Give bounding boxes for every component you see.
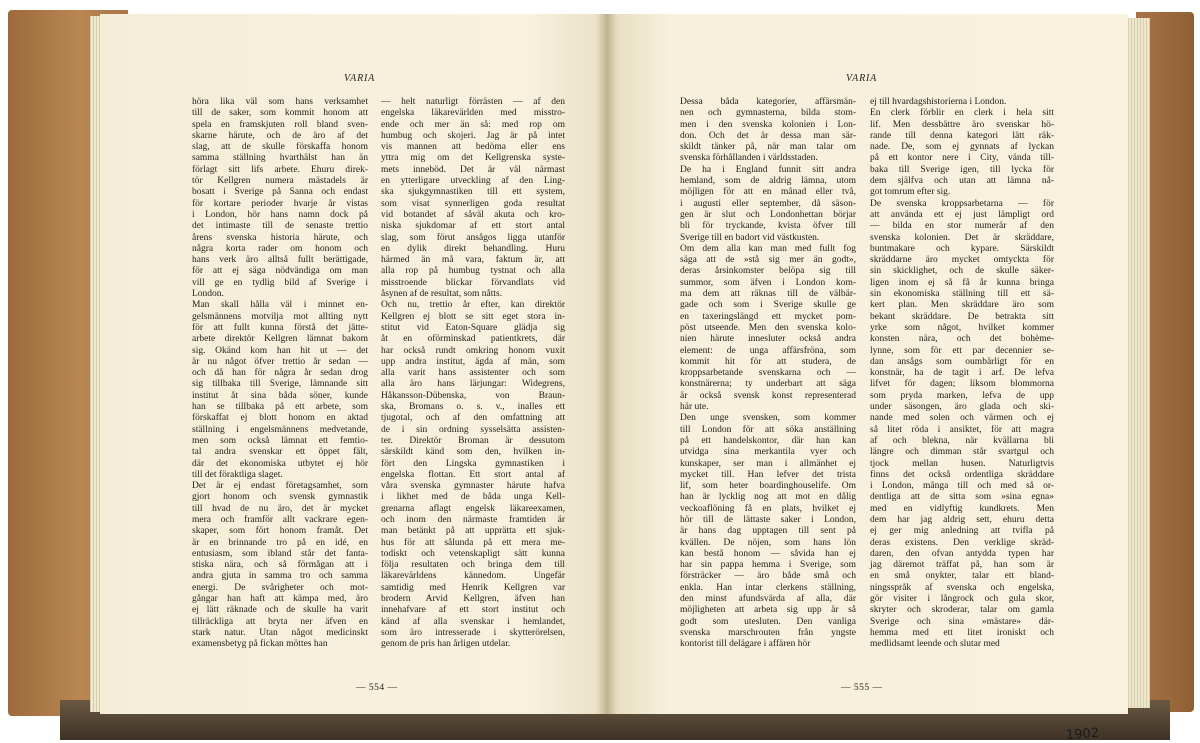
text-line: kan bestå honom — såvida han ej (680, 548, 856, 559)
text-line: grenarna aflagt engelsk läkareexamen, (381, 503, 565, 514)
text-line: säga att de »stå sig mer än godt», (680, 255, 856, 266)
text-line: jag däremot träffat på, han som är (870, 560, 1054, 571)
text-line: han se tillbaka på ett arbete, som (192, 402, 368, 413)
text-line: samtidig med Henrik Kellgren var (381, 582, 565, 593)
text-line: för att ej säga nödvändiga om man (192, 266, 368, 277)
text-line: men i den svenska kolonien i Lon- (680, 119, 856, 130)
running-head: VARIA (846, 73, 878, 84)
text-line: ska sjukgymnastiken till ett system, (381, 187, 565, 198)
text-line: skräddarne äro mycket omtyckta för (870, 255, 1054, 266)
text-line: ej lätt räknade och de skulle ha varit (192, 605, 368, 616)
text-line: sig. Okänd kom han hit ut — det (192, 345, 368, 356)
text-line: tör Kellgren numera mästadels är (192, 176, 368, 187)
text-line: i London, hör hans namn dock på (192, 209, 368, 220)
text-line: alla rop på humbug tystnat och alla (381, 266, 565, 277)
text-line: hus för att sålunda på ett mera me- (381, 537, 565, 548)
text-line: sin skicklighet, och de skulle säker- (870, 266, 1054, 277)
text-line: gör visiter i långrock och gula skor, (870, 594, 1054, 605)
text-line: baka till Sverige igen, till lycka för (870, 164, 1054, 175)
text-line: bosatt i Sverige på Sanna och endast (192, 187, 368, 198)
text-line: Sverige till en badort vid västkusten. (680, 232, 820, 243)
text-line: lynne, som för ett par decennier se- (870, 345, 1054, 356)
text-line: godt som utesluten. Den vanliga (680, 616, 856, 627)
text-line: energi. De svårigheter och mot- (192, 582, 368, 593)
text-line: slag, att de skulle förskaffa honom (192, 142, 368, 153)
text-line: i likhet med de båda unga Kell- (381, 492, 565, 503)
text-line: man betänkt på att upprätta ett sjuk- (381, 526, 565, 537)
text-line: särskildt känd som den, hvilken in- (381, 447, 565, 458)
text-line: sin ekonomiska ställning till ett sä- (870, 289, 1054, 300)
text-line: förskaffat ej blott honom en aktad (192, 413, 368, 424)
text-line: till London för att söka anställning (680, 424, 856, 435)
text-column (381, 97, 565, 651)
text-line: i London, många till och med så or- (870, 481, 1054, 492)
text-column (870, 97, 1054, 651)
text-line: innehafvare af ett stort institut och (381, 605, 565, 616)
text-line: Man skall hålla väl i minnet en- (192, 300, 368, 311)
text-line: summor, som äfven i London kom- (680, 277, 856, 288)
text-line: för att fullt kunna förstå det jätte- (192, 322, 368, 333)
page-number: — 554 — (356, 683, 398, 693)
text-line: element: de unga affärsfröna, som (680, 345, 856, 356)
text-line: fört den Lingska gymnastiken i (381, 458, 565, 469)
text-line: försträcker — äro både små och (680, 571, 856, 582)
text-line: dem själfva och utan att lämna nå- (870, 176, 1054, 187)
text-line: årens svenska historia härute, och (192, 232, 368, 243)
text-line: på ett handelskontor, där han kan (680, 435, 856, 446)
text-line: nen och gymnasterna, bilda stom- (680, 108, 856, 119)
text-line: att använda ett ej just lämpligt ord (870, 209, 1054, 220)
text-line: Och nu, trettio år efter, kan direktör (381, 300, 565, 311)
text-line: möjligen för att en månad eller två, (680, 187, 856, 198)
text-line: svenska kolonien. Det är skräddare, (870, 232, 1054, 243)
text-line: men som också lämnat ett femtio- (192, 435, 368, 446)
text-line: enkla. Han intar clerkens ställning, (680, 582, 856, 593)
text-line: yttra mig om det Kellgrenska syste- (381, 153, 565, 164)
text-line: tjock mellan husen. Naturligtvis (870, 458, 1054, 469)
text-line: en ytterligare utveckling af den Ling- (381, 176, 565, 187)
text-line: alla äro hans lärjungar: Widegrens, (381, 379, 565, 390)
text-line: stiska nära, och så förmågan att i (192, 560, 368, 571)
text-line: spela en framskjuten roll bland sven- (192, 119, 368, 130)
text-line: utvidga sina merkantila vyer och (680, 447, 856, 458)
text-line: finns det också ordentliga skräddare (870, 469, 1054, 480)
text-line: yrke som något, hvilket kommer (870, 322, 1054, 333)
text-line: följa resultaten och bringa dem till (381, 560, 565, 571)
text-line: bekant skräddare. De betrakta sitt (870, 311, 1054, 322)
text-line: som äro intresserade i skytterörelsen, (381, 627, 565, 638)
text-line: och då han för några år sedan drog (192, 368, 368, 379)
text-line: höra lika väl som hans verksamhet (192, 97, 368, 107)
left-page (100, 14, 606, 714)
text-line: förlagt sitt lifs arbete. Ehuru direk- (192, 164, 368, 175)
text-line: ställning i engelsmännens medvetande, (192, 424, 368, 435)
text-line: examensbetyg på fickan möttes han (192, 639, 328, 650)
text-line: åt en oförminskad patientkrets, där (381, 334, 565, 345)
text-line: hans verk äro alltså fullt berättigade, (192, 255, 368, 266)
text-line: konstnär, ha de tagit i arf. De lefva (870, 368, 1054, 379)
text-line: Dessa båda kategorier, affärsmän- (680, 97, 856, 107)
text-line: rande till denna kategori lätt räk- (870, 130, 1054, 141)
text-line: kontorist till delägare i affären hör (680, 639, 811, 650)
text-line: vill ge en tydlig bild af Sverige i (192, 277, 368, 288)
text-line: kunskaper, ser man i allmänhet ej (680, 458, 856, 469)
text-line: todiskt och vetenskapligt sätt kunna (381, 548, 565, 559)
text-line: slag, som förut ansågos ligga utanför (381, 232, 565, 243)
text-line: är hans dag upptagen till sent på (680, 526, 856, 537)
text-line: här ute. (680, 402, 709, 413)
text-line: hemland, som de aldrig lämna, utom (680, 176, 856, 187)
text-line: ende och mer än så: med rop om (381, 119, 565, 130)
text-line: svenska förhållanden i världsstaden. (680, 153, 818, 164)
book-gutter (596, 14, 618, 714)
text-line: möjligheten att arbeta sig upp är så (680, 605, 856, 616)
text-line: veckoaflöning få en plats, hvilket ej (680, 503, 856, 514)
text-line: vis mannen att bedöma eller ens (381, 142, 565, 153)
text-line: bli för tryckande, kvista öfver till (680, 221, 856, 232)
text-line: Kellgren ej blott se sitt eget stora in- (381, 311, 565, 322)
text-line: entusiasm, som ibland står det fanta- (192, 548, 368, 559)
text-line: det intimaste till de senaste trettio (192, 221, 368, 232)
text-line: till hvad de nu äro, det är mycket (192, 503, 368, 514)
text-line: institut åt sina båda söner, kunde (192, 390, 368, 401)
text-line: Sverige och sina »mästare» där- (870, 616, 1054, 627)
text-line: känd af alla svenskar i hemlandet, (381, 616, 565, 627)
text-line: tjugotal, och af den omfattning att (381, 413, 565, 424)
text-line: niska sjukdomar af ett stort antal (381, 221, 565, 232)
text-line: nade. De, som ej gynnats af lyckan (870, 142, 1054, 153)
text-line: skildt tänker på, när man talar om (680, 142, 856, 153)
text-line: är en brinnande tro på en idé, en (192, 537, 368, 548)
text-line: skaper, som fört honom framåt. Det (192, 526, 368, 537)
text-line: — bilda en stor numerär af den (870, 221, 1054, 232)
text-line: buntmakare och kypare. Särskildt (870, 243, 1054, 254)
text-line: har också rundt omkring honom vuxit (381, 345, 565, 356)
text-line: till de saker, som kommit honom att (192, 108, 368, 119)
text-line: tillräckliga att bryta ner äfven en (192, 616, 368, 627)
text-line: vid botandet af såväl akuta och kro- (381, 209, 565, 220)
text-line: kroppsarbetande svenskarna och — (680, 368, 856, 379)
text-line: som pryda marken, lefva de upp (870, 390, 1054, 401)
text-line: Håkansson-Dübenska, von Braun- (381, 390, 565, 401)
text-line: ska, Bromans o. s. v., inalles ett (381, 402, 565, 413)
text-line: De svenska kroppsarbetarna — för (870, 198, 1054, 209)
right-page (606, 14, 1128, 714)
text-line: samma ställning hvarthälst han än (192, 153, 368, 164)
text-line: medlidsamt leende och slutar med (870, 639, 1000, 650)
text-line: ej ger mig anledning att tvifla på (870, 526, 1054, 537)
text-line: mets inneböd. Det är väl närmast (381, 164, 565, 175)
text-line: got tomrum efter sig. (870, 187, 951, 198)
text-line: på ett kontor nere i City, vända till- (870, 153, 1054, 164)
text-line: hemma med ett litet ironiskt och (870, 627, 1054, 638)
text-line: några korta rader om honom och (192, 243, 368, 254)
text-line: gen är slut och Londonhettan börjar (680, 209, 856, 220)
text-line: engelska flottan. Ett stort antal af (381, 469, 565, 480)
text-line: andra gjuta in samma tro och samma (192, 571, 368, 582)
text-line: En clerk förblir en clerk i hela sitt (870, 108, 1054, 119)
text-line: skarne härute, och de äro af det (192, 130, 368, 141)
text-line: genom de pris han årligen utdelar. (381, 639, 511, 650)
text-line: Om dem alla kan man med fullt fog (680, 243, 856, 254)
text-line: skryter och skroderar, talar om gamla (870, 605, 1054, 616)
text-line: De ha i England funnit sitt andra (680, 164, 856, 175)
text-line: har sin pappa hemma i Sverige, som (680, 560, 856, 571)
text-line: konsten nära, och det bohème- (870, 334, 1054, 345)
text-line: don. Och det är dessa man sär- (680, 130, 856, 141)
text-line: alla varit hans assistenter och som (381, 368, 565, 379)
text-line: upp andra institut, ägda af män, som (381, 356, 565, 367)
text-line: stitut vid Eaton-Square glädja sig (381, 322, 565, 333)
text-line: brodern Arvid Kellgren, äfven han (381, 594, 565, 605)
text-line: under säsongen, äro glada och ski- (870, 402, 1054, 413)
text-line: för kortare perioder hvarje år vistas (192, 198, 368, 209)
text-line: ter. Direktör Broman är dessutom (381, 435, 565, 446)
text-line: mycket till. Han lefver det trista (680, 469, 856, 480)
text-line: en taxeringslängd ett mycket pom- (680, 311, 856, 322)
text-line: där det ekonomiska utbytet ej hör (192, 458, 368, 469)
text-line: engelska läkarevärlden med misstro- (381, 108, 565, 119)
text-line: gjort honom och svensk gymnastik (192, 492, 368, 503)
text-line: pöst utseende. Men den svenska kolo- (680, 322, 856, 333)
text-line: hör till de lättaste saker i London, (680, 514, 856, 525)
text-line: dentliga att de sitta som »sina egna» (870, 492, 1054, 503)
text-line: de i sin ordning sysselsätta assisten- (381, 424, 565, 435)
text-line: ningsspråk af svenska och engelska, (870, 582, 1054, 593)
text-line: humbug och skojeri. Jag är på intet (381, 130, 565, 141)
text-line: gade och som i Sverige skulle ge (680, 300, 856, 311)
text-line: kvällen. De nöjen, som hans lön (680, 537, 856, 548)
text-line: — helt naturligt förrästen — af den (381, 97, 565, 107)
text-line: konstnärerna; ty underbart att säga (680, 379, 856, 390)
text-line: Den unge svensken, som kommer (680, 413, 856, 424)
text-line: mera och framför allt vackrare egen- (192, 514, 368, 525)
text-line: åsynen af de resultat, som nåtts. (381, 289, 503, 300)
text-line: gångar han haft att kämpa med, äro (192, 594, 368, 605)
text-line: svenska marschrouten från yngste (680, 627, 856, 638)
page-edges-right (1126, 18, 1150, 708)
text-column (192, 97, 368, 651)
text-line: en dylik direkt behandling. Huru (381, 243, 565, 254)
text-line: nande med solen och värmen och ej (870, 413, 1054, 424)
text-line: är också svensk konst representerad (680, 390, 856, 401)
text-line: London. (192, 289, 224, 300)
text-line: läkarevärldens kännedom. Ungefär (381, 571, 565, 582)
text-line: ej till hvardagshistorierna i London. (870, 97, 1007, 107)
text-line: våra svenska gymnaster härute hafva (381, 481, 565, 492)
running-head: VARIA (344, 73, 376, 84)
text-line: är nu något öfver trettio år sedan — (192, 356, 368, 367)
text-line: till det föraktliga slaget. (192, 469, 283, 480)
text-line: lif, som heter boardinghouselife. Om (680, 481, 856, 492)
text-line: dan ansågs som oumbärligt för en (870, 356, 1054, 367)
text-line: deras existens. Den verklige skräd- (870, 537, 1054, 548)
text-line: arbete direktör Kellgren lämnat bakom (192, 334, 368, 345)
text-line: så litet röda i ansiktet, för att magra (870, 424, 1054, 435)
text-line: som visat synnerligen goda resultat (381, 198, 565, 209)
text-line: ma dem att räknas till de välbär- (680, 289, 856, 300)
handwritten-shelfmark: 1902 (1065, 725, 1100, 743)
text-line: tal andra svenskar ett öppet fält, (192, 447, 368, 458)
text-line: längre och dimman står svartgul och (870, 447, 1054, 458)
text-line: daren, den ofvan antydda typen har (870, 548, 1054, 559)
text-line: kommit hit för att studera, de (680, 356, 856, 367)
text-line: deras årsinkomster belöpa sig till (680, 266, 856, 277)
text-line: Det är ej endast företagsamhet, som (192, 481, 368, 492)
text-line: härmed än må vara, faktum är, att (381, 255, 565, 266)
text-line: af och blekna, när kvällarna bli (870, 435, 1054, 446)
text-line: gelsmännens motvilja mot allting nytt (192, 311, 368, 322)
text-line: kert plan. Men skräddare äro som (870, 300, 1054, 311)
text-line: i augusti eller september, då säson- (680, 198, 856, 209)
text-line: och inom den närmaste framtiden är (381, 514, 565, 525)
text-line: med en vidlyftig kundkrets. Men (870, 503, 1054, 514)
text-line: en små onykter, talar ett bland- (870, 571, 1054, 582)
text-column (680, 97, 856, 651)
text-line: nien härute innesluter också andra (680, 334, 856, 345)
page-number: — 555 — (841, 683, 883, 693)
text-line: den minst afundsvärda af alla, där (680, 594, 856, 605)
text-line: lifvet för dagen; liksom blommorna (870, 379, 1054, 390)
text-line: han är lycklig nog att mot en dålig (680, 492, 856, 503)
text-line: dem har jag aldrig sett, ehuru detta (870, 514, 1054, 525)
text-line: sig tillbaka till Sverige, lämnande sitt (192, 379, 368, 390)
text-line: ligen inom ej så få år kunna bringa (870, 277, 1054, 288)
text-line: misstroende blickar förvandlats vid (381, 277, 565, 288)
text-line: lif. Men dessbättre äro svenskar hö- (870, 119, 1054, 130)
text-line: stark natur. Utan något medicinskt (192, 627, 368, 638)
